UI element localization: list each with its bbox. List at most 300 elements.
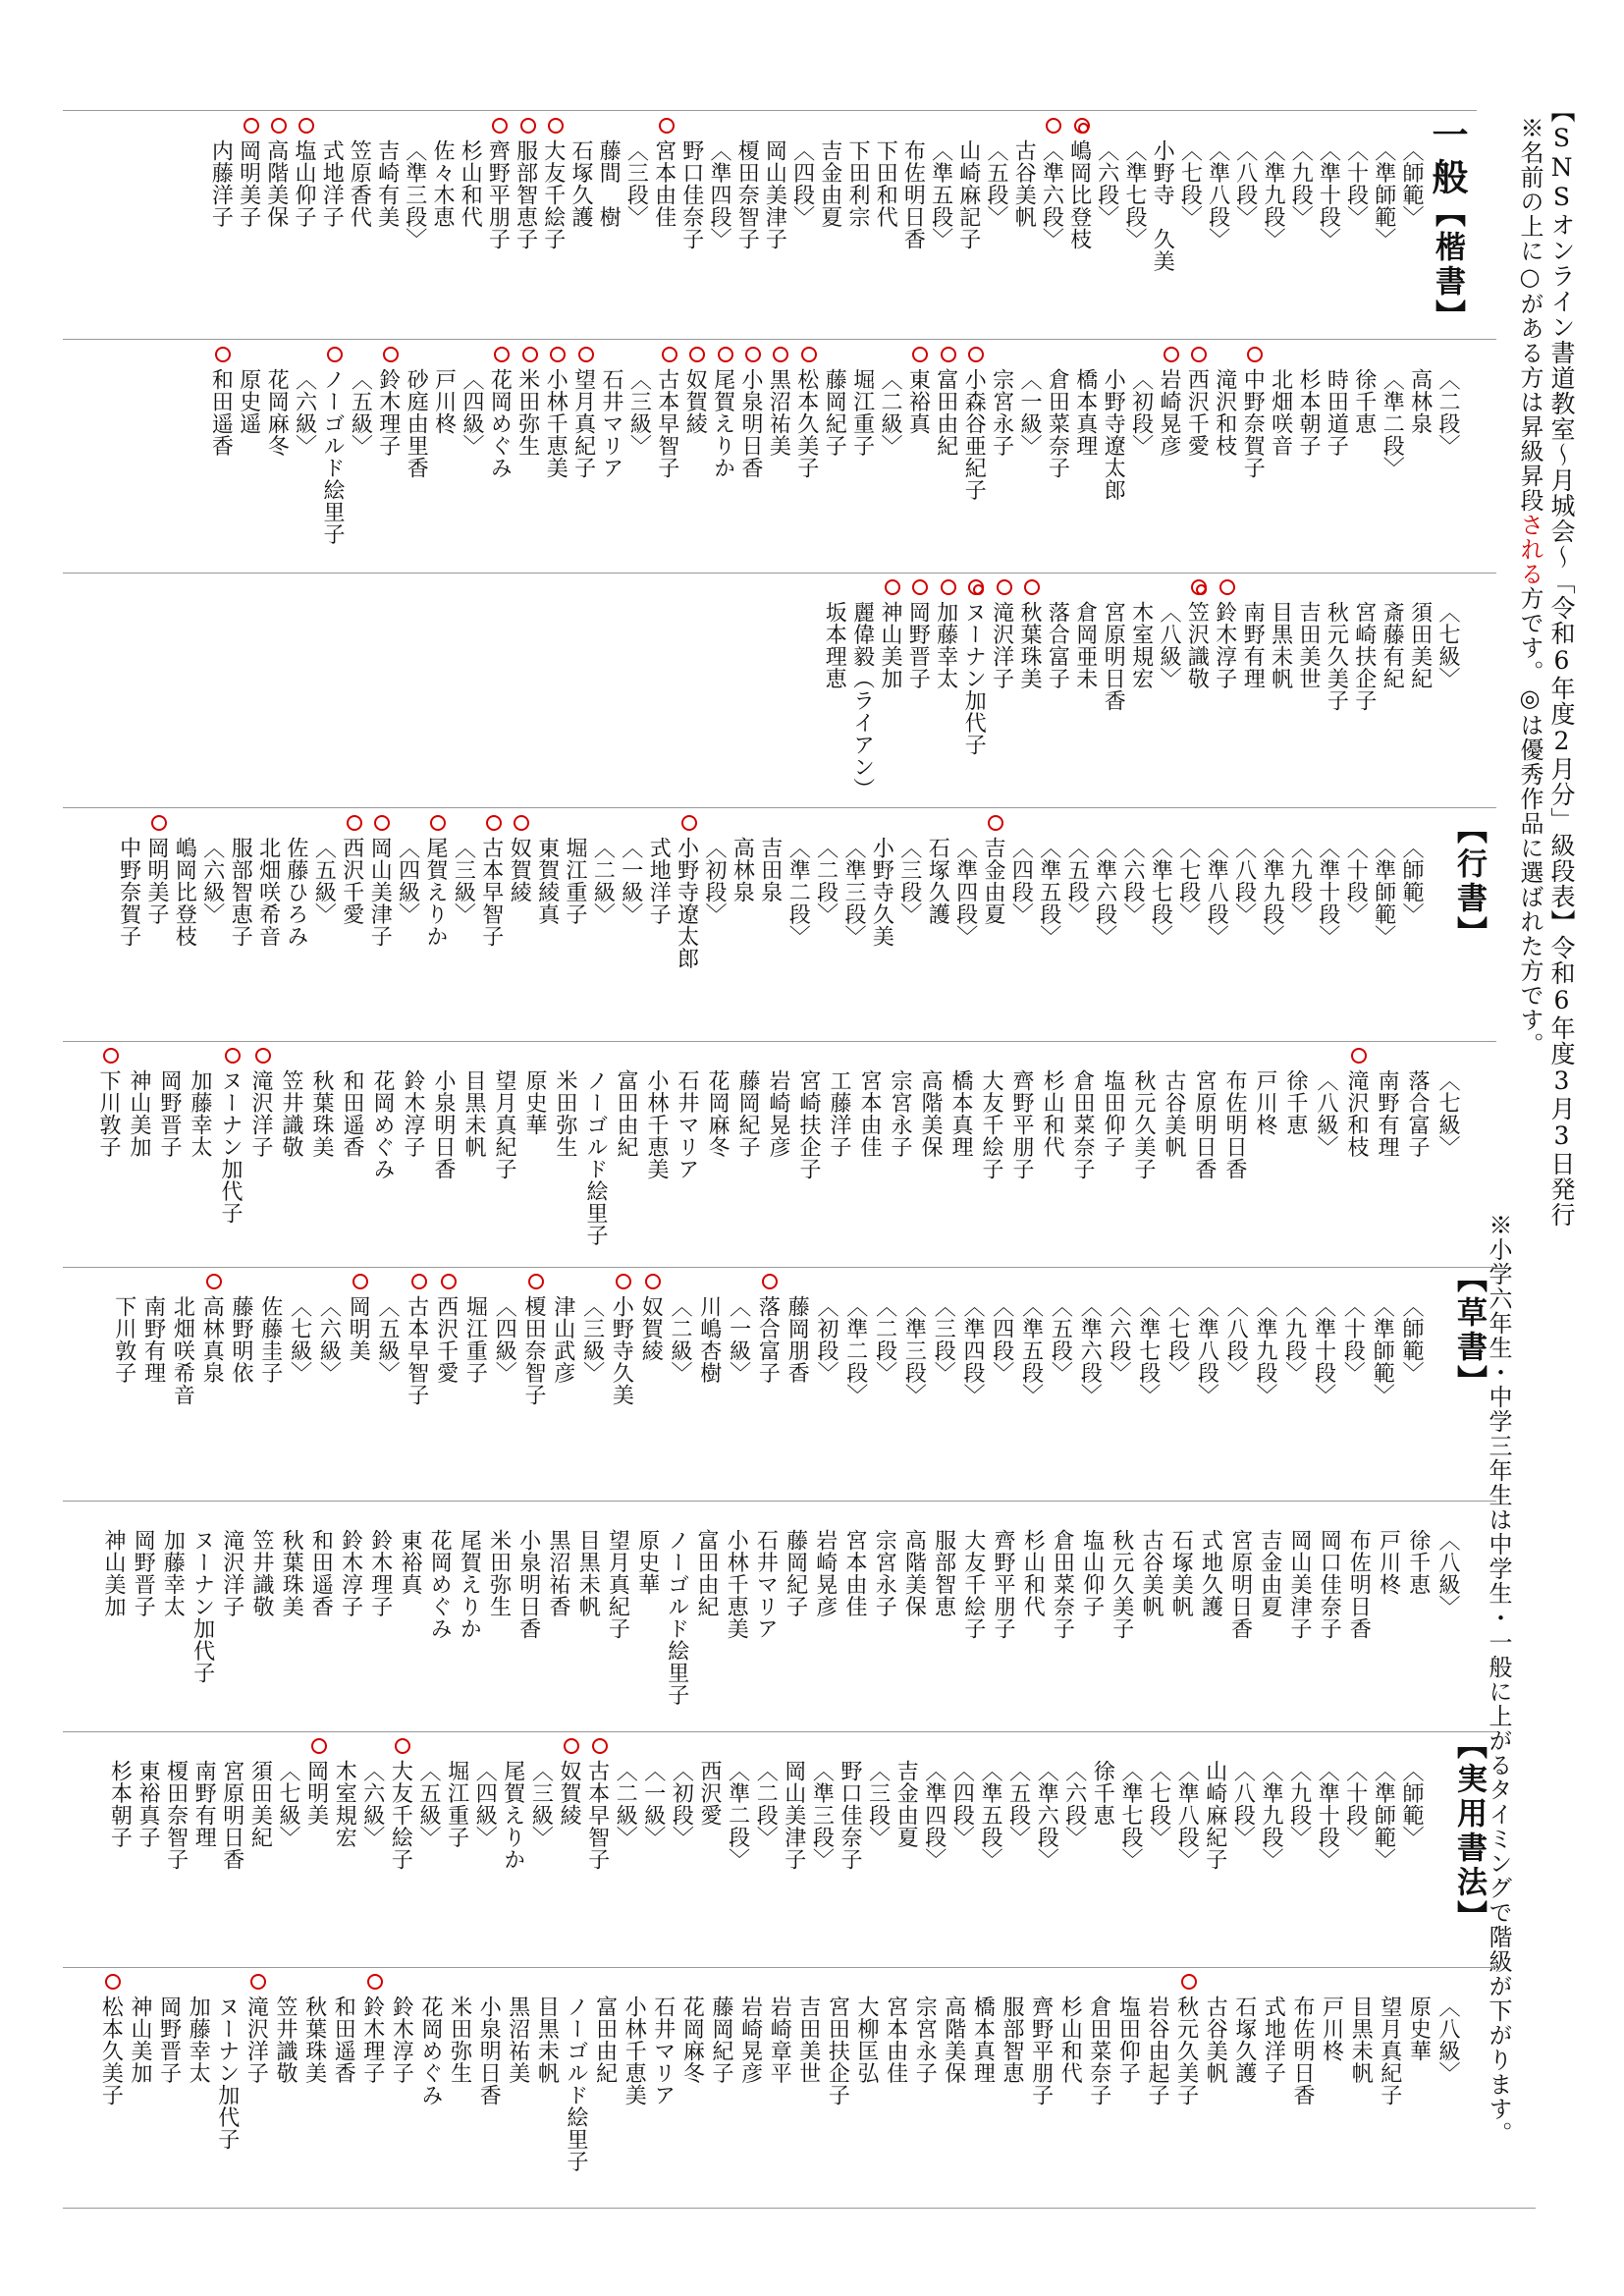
circle-icon: [659, 118, 675, 134]
name-text: 服部智恵: [1000, 1995, 1024, 2084]
name-text: 中野奈賀子: [1240, 368, 1266, 479]
name-text: 山崎麻記子: [955, 139, 981, 250]
header-note-grade: ※小学六年生・中学三年生は中学生・一般に上がるタイミングで階級が下がります。: [1485, 1213, 1512, 2146]
rank-text: 〈準六段〉: [1077, 1295, 1103, 1406]
rank-text: 〈三段〉: [931, 1295, 956, 1384]
separator: [63, 1041, 1496, 1042]
section-kaisho-label: 【楷書】: [1430, 196, 1465, 334]
name-text: 榎田奈智子: [521, 1295, 546, 1406]
circle-icon: [514, 815, 529, 831]
rank-text: 〈十段〉: [1343, 139, 1369, 228]
name-text: 小泉明日香: [738, 368, 763, 479]
rank-text: 〈六級〉: [292, 368, 317, 457]
name-text: 石井マリア: [753, 1529, 779, 1640]
circle-icon: [528, 1274, 544, 1289]
name-text: 岡野晋子: [905, 601, 931, 689]
circle-icon: [773, 347, 788, 362]
name-text: 秋元久美子: [1324, 601, 1349, 712]
name-text: 岡山美津子: [367, 837, 393, 948]
name-text: 滝沢洋子: [989, 601, 1014, 689]
name-text: 笠沢識敬: [1184, 601, 1210, 689]
name-text: 式地洋子: [319, 139, 345, 228]
rank-text: 〈準三段〉: [402, 139, 427, 250]
separator: [63, 807, 1496, 808]
name-text: 塩山仰子: [1079, 1529, 1105, 1617]
name-text: 戸川柊: [1253, 1069, 1277, 1136]
name-text: 花岡めぐみ: [370, 1069, 395, 1180]
rank-text: 〈一級〉: [618, 837, 643, 925]
name-text: 笠井識敬: [279, 1069, 303, 1158]
name-text: 吉田美世: [795, 1995, 821, 2084]
name-text: 尾賀えりか: [457, 1529, 482, 1640]
rank-text: 〈準師範〉: [1371, 139, 1396, 250]
name-text: 滝沢洋子: [248, 1069, 273, 1158]
name-text: 下川敦子: [96, 1069, 121, 1158]
rank-text: 〈準八段〉: [1174, 1760, 1200, 1871]
circle-icon: [250, 1974, 266, 1990]
name-text: 藤岡紀子: [822, 368, 847, 457]
circle-icon: [1219, 579, 1235, 595]
name-text: 富田由紀: [694, 1529, 719, 1617]
name-text: 宮田扶企子: [825, 1995, 850, 2106]
name-text: 北畑咲希音: [170, 1295, 195, 1406]
name-text: 目黒未帆: [534, 1995, 560, 2084]
circle-icon: [492, 118, 508, 134]
rank-text: 〈準二段〉: [725, 1760, 750, 1871]
name-text: 宮本由佳: [857, 1069, 882, 1158]
rank-text: 〈準師範〉: [1371, 837, 1396, 948]
name-text: 吉田美世: [1296, 601, 1321, 689]
name-text: 加藤幸太: [188, 1069, 212, 1158]
rank-text: 〈八級〉: [1314, 1069, 1338, 1158]
rank-text: 〈二級〉: [878, 368, 902, 457]
circle-icon: [352, 1274, 368, 1289]
name-text: 徐千恵: [1351, 368, 1377, 435]
name-text: 石塚美帆: [1168, 1529, 1194, 1617]
separator: [63, 1267, 1496, 1268]
rank-text: 〈六段〉: [1107, 1295, 1131, 1384]
name-text: 杉山和代: [458, 139, 483, 228]
circle-icon: [206, 1274, 222, 1289]
circle-icon: [592, 1738, 608, 1754]
rank-text: 〈準八段〉: [1205, 139, 1230, 250]
name-text: 黒沼祐美: [505, 1995, 530, 2084]
name-text: 原史華: [634, 1529, 660, 1596]
circle-icon: [645, 1274, 661, 1289]
name-text: 原史華: [1406, 1995, 1432, 2062]
circle-icon: [367, 1974, 383, 1990]
name-text: 岡山美津子: [762, 139, 787, 250]
name-text: 宗宮永子: [989, 368, 1014, 457]
name-text: 奴賀綾: [507, 837, 532, 903]
name-text: 木室規宏: [332, 1760, 357, 1848]
rank-text: 〈七段〉: [1146, 1760, 1171, 1848]
rank-text: 〈準九段〉: [1259, 1760, 1283, 1871]
rank-text: 〈二段〉: [1435, 368, 1460, 457]
name-text: 津山武彦: [550, 1295, 575, 1384]
name-text: 米田弥生: [514, 368, 540, 457]
name-text: 加藤幸太: [186, 1995, 211, 2084]
name-text: 尾賀えりか: [423, 837, 448, 948]
name-text: 斎藤有紀: [1380, 601, 1405, 689]
name-text: 式地久護: [1198, 1529, 1223, 1617]
name-text: 小野寺 久美: [1150, 139, 1175, 272]
name-text: 望月真紀子: [1377, 1995, 1402, 2106]
name-text: 齊野平朋子: [1009, 1069, 1034, 1180]
separator: [63, 1967, 1496, 1968]
name-text: 吉金由夏: [1257, 1529, 1282, 1617]
name-text: 下川敦子: [111, 1295, 136, 1384]
name-text: 布佐明日香: [1346, 1529, 1372, 1640]
circle-icon: [1247, 347, 1263, 362]
name-text: 滝沢洋子: [244, 1995, 269, 2084]
name-text: 須田美紀: [1407, 601, 1433, 689]
circle-icon: [327, 347, 343, 362]
name-text: 花岡麻冬: [679, 1995, 705, 2084]
name-text: 榎田奈智子: [163, 1760, 189, 1871]
name-text: 宗宮永子: [888, 1069, 912, 1158]
name-text: 神山美加: [878, 601, 902, 689]
name-text: 吉金由夏: [981, 837, 1005, 925]
circle-icon: [395, 1738, 410, 1754]
rank-text: 〈六段〉: [1061, 1760, 1087, 1848]
circle-icon: [988, 815, 1003, 831]
name-text: 齊野平朋子: [1028, 1995, 1054, 2106]
rank-text: 〈七級〉: [287, 1295, 312, 1384]
name-text: 徐千恵: [1405, 1529, 1431, 1596]
rank-text: 〈準三段〉: [809, 1760, 835, 1871]
rank-text: 〈二級〉: [613, 1760, 638, 1848]
rank-text: 〈二段〉: [872, 1295, 897, 1384]
rank-text: 〈二段〉: [753, 1760, 779, 1848]
name-text: 宮崎扶企子: [1351, 601, 1377, 712]
name-text: 倉岡亜未: [1072, 601, 1098, 689]
circle-icon: [564, 1738, 579, 1754]
rank-text: 〈六級〉: [316, 1295, 342, 1384]
name-text: 尾賀えりか: [710, 368, 735, 479]
name-text: 笠井識敬: [249, 1529, 274, 1617]
name-text: 花岡めぐみ: [427, 1529, 453, 1640]
name-text: 服部智恵: [931, 1529, 956, 1617]
rank-text: 〈七級〉: [276, 1760, 300, 1848]
rank-text: 〈準六段〉: [1092, 837, 1117, 948]
name-text: 西沢愛: [697, 1760, 722, 1827]
name-text: 奴賀綾: [638, 1295, 664, 1362]
name-text: 堀江重子: [462, 1295, 488, 1384]
name-text: ヌーナン加代子: [189, 1529, 215, 1684]
name-text: 奴賀綾: [557, 1760, 581, 1827]
rank-text: 〈三段〉: [865, 1760, 891, 1848]
circle-icon: [311, 1738, 327, 1754]
name-text: 秋元久美子: [1131, 1069, 1156, 1180]
circle-icon: [801, 347, 817, 362]
circle-icon: [298, 118, 314, 134]
circle-icon: [745, 347, 761, 362]
name-text: 南野有理: [191, 1760, 217, 1848]
circle-icon: [941, 579, 956, 595]
name-text: 堀江重子: [849, 368, 875, 457]
rank-text: 〈師範〉: [1399, 1295, 1424, 1384]
name-text: 吉金由夏: [893, 1760, 919, 1848]
name-text: 高階美保: [918, 1069, 943, 1158]
name-text: 山崎麻紀子: [1202, 1760, 1227, 1871]
circle-icon: [271, 118, 287, 134]
name-text: 東裕真: [398, 1529, 422, 1596]
name-text: 木室規宏: [1128, 601, 1154, 689]
rank-text: 〈二級〉: [590, 837, 616, 925]
circle-icon: [681, 815, 697, 831]
name-text: 高林真泉: [199, 1295, 225, 1384]
separator: [63, 1731, 1496, 1732]
rank-text: 〈九段〉: [1281, 1295, 1307, 1384]
name-text: 吉金由夏: [817, 139, 842, 228]
double-circle-icon: [1074, 118, 1090, 134]
name-text: 秋元久美子: [1173, 1995, 1199, 2106]
name-text: 米田弥生: [486, 1529, 512, 1617]
section-gyosho-label: 【行書】: [1451, 813, 1487, 951]
circle-icon: [486, 815, 502, 831]
name-text: 宗宮永子: [872, 1529, 897, 1617]
rank-text: 〈十段〉: [1343, 837, 1369, 925]
rank-text: 〈準五段〉: [978, 1760, 1002, 1871]
name-text: 宮本由佳: [651, 139, 677, 228]
rank-text: 〈八級〉: [1435, 1529, 1460, 1617]
rank-text: 〈十段〉: [1340, 1295, 1366, 1384]
name-text: 岩崎晃彦: [812, 1529, 838, 1617]
separator: [63, 110, 1477, 111]
name-text: 布佐明日香: [900, 139, 926, 250]
rank-text: 〈二級〉: [668, 1295, 692, 1384]
separator: [63, 339, 1496, 340]
rank-text: 〈四級〉: [395, 837, 420, 925]
name-text: 富田由紀: [592, 1995, 618, 2084]
name-text: 岡山美津子: [781, 1760, 806, 1871]
name-text: 花岡麻冬: [705, 1069, 730, 1158]
circle-icon: [520, 118, 536, 134]
name-text: 堀江重子: [563, 837, 587, 925]
circle-icon: [1191, 347, 1207, 362]
name-text: 杉本朝子: [1296, 368, 1321, 457]
name-text: 砂庭由里香: [404, 368, 429, 479]
circle-icon: [374, 815, 390, 831]
name-text: 岩崎晃彦: [737, 1995, 763, 2084]
name-text: 岩崎晃彦: [1157, 368, 1181, 457]
name-text: 齊野平朋子: [991, 1529, 1015, 1640]
rank-text: 〈準九段〉: [1253, 1295, 1277, 1406]
name-text: 望月真紀子: [605, 1529, 630, 1640]
circle-icon: [912, 347, 928, 362]
name-text: ノーゴルド絵里子: [583, 1069, 608, 1246]
circle-icon: [885, 579, 900, 595]
name-text: 布佐明日香: [1290, 1995, 1315, 2106]
rank-text: 〈五段〉: [984, 139, 1008, 228]
rank-text: 〈五級〉: [348, 368, 373, 457]
name-text: 岩崎晃彦: [766, 1069, 790, 1158]
circle-icon: [522, 347, 538, 362]
name-text: 奴賀綾: [682, 368, 708, 435]
circle-icon: [578, 347, 594, 362]
name-text: 花岡めぐみ: [418, 1995, 443, 2106]
name-text: 南野有理: [1375, 1069, 1399, 1158]
circle-icon: [968, 347, 984, 362]
circle-icon: [1351, 1048, 1367, 1064]
section-jitsuyo-label: 【実用書法】: [1451, 1728, 1487, 1935]
name-text: 岡明美: [303, 1760, 329, 1827]
rank-text: 〈準十段〉: [1315, 837, 1340, 948]
rank-text: 〈四級〉: [492, 1295, 517, 1384]
name-text: 北畑咲音: [1268, 368, 1293, 457]
rank-text: 〈五段〉: [1048, 1295, 1073, 1384]
name-text: 小野寺遼太郎: [674, 837, 699, 969]
name-text: 吉崎有美: [374, 139, 400, 228]
name-text: 倉田菜奈子: [1086, 1995, 1111, 2106]
name-text: 工藤洋子: [827, 1069, 851, 1158]
name-text: 笠井識敬: [273, 1995, 298, 2084]
name-text: 齊野平朋子: [485, 139, 511, 250]
name-text: 戸川柊: [431, 368, 457, 435]
name-text: 滝沢和枝: [1212, 368, 1237, 457]
name-text: 岡明美子: [144, 837, 169, 925]
name-text: 鈴木理子: [367, 1529, 393, 1617]
rank-text: 〈八段〉: [1230, 1760, 1256, 1848]
name-text: 藤野明依: [229, 1295, 253, 1384]
name-text: 杉本朝子: [107, 1760, 133, 1848]
rank-text: 〈十段〉: [1342, 1760, 1368, 1848]
name-text: 嶋岡比登枝: [1066, 139, 1092, 250]
rank-text: 〈準三段〉: [841, 837, 866, 948]
circle-icon: [255, 1048, 271, 1064]
name-text: 鈴木淳子: [338, 1529, 363, 1617]
name-text: 和田遥香: [331, 1995, 356, 2084]
rank-text: 〈五段〉: [1064, 837, 1090, 925]
name-text: 西沢千愛: [1184, 368, 1210, 457]
rank-text: 〈六段〉: [1120, 837, 1145, 925]
rank-text: 〈師範〉: [1399, 1760, 1424, 1848]
rank-text: 〈準十段〉: [1316, 139, 1341, 250]
circle-icon: [997, 579, 1012, 595]
name-text: 佐々木恵: [430, 139, 455, 228]
name-text: 花岡麻冬: [264, 368, 290, 457]
rank-text: 〈五級〉: [375, 1295, 400, 1384]
name-text: 橋本真理: [948, 1069, 973, 1158]
name-text: 南野有理: [1240, 601, 1266, 689]
rank-text: 〈準五段〉: [1036, 837, 1061, 948]
rank-text: 〈六級〉: [199, 837, 225, 925]
name-text: 小林千恵美: [622, 1995, 647, 2106]
name-text: 榎田奈智子: [734, 139, 760, 250]
circle-icon: [762, 1274, 778, 1289]
name-text: 石井マリア: [675, 1069, 699, 1180]
name-text: 藤岡紀子: [783, 1529, 808, 1617]
name-text: 黒沼祐香: [546, 1529, 570, 1617]
name-text: 石井マリア: [599, 368, 623, 479]
rank-text: 〈九段〉: [1286, 1760, 1312, 1848]
name-text: 宮本由佳: [842, 1529, 867, 1617]
name-text: 岩谷由起子: [1145, 1995, 1169, 2106]
section-general-title: 一般: [1426, 116, 1469, 200]
name-text: 古本早智子: [654, 368, 679, 479]
circle-icon: [103, 1048, 119, 1064]
name-text: 東裕真: [905, 368, 931, 435]
rank-text: 〈五級〉: [416, 1760, 441, 1848]
rank-text: 〈四段〉: [1008, 837, 1034, 925]
section-sosho-label: 【草書】: [1451, 1262, 1487, 1399]
name-text: 小林千恵美: [543, 368, 568, 479]
circle-icon: [1164, 347, 1179, 362]
header-note-pre: ※名前の上に○がある方は昇級昇段: [1516, 116, 1543, 513]
circle-icon: [347, 815, 362, 831]
rank-text: 〈四段〉: [989, 1295, 1014, 1384]
rank-text: 〈八段〉: [1223, 1295, 1249, 1384]
rank-text: 〈準四段〉: [952, 837, 978, 948]
rank-text: 〈準四段〉: [960, 1295, 985, 1406]
circle-icon: [1046, 118, 1061, 134]
name-text: 小野寺遼太郎: [1101, 368, 1126, 501]
name-text: ヌーナン加代子: [218, 1069, 243, 1225]
name-text: 橋本真理: [1072, 368, 1098, 457]
name-text: 戸川柊: [1319, 1995, 1344, 2062]
name-text: ノーゴルド絵里子: [664, 1529, 689, 1706]
name-text: 小野寺久美: [869, 837, 894, 948]
name-text: 布佐明日香: [1222, 1069, 1247, 1180]
name-text: 落合富子: [1405, 1069, 1430, 1158]
name-text: 秋葉珠美: [279, 1529, 304, 1617]
name-text: 岡口佳奈子: [1317, 1529, 1342, 1640]
name-text: 落合富子: [755, 1295, 781, 1384]
name-text: 鈴木淳子: [389, 1995, 414, 2084]
name-text: 南野有理: [140, 1295, 166, 1384]
name-text: 小泉明日香: [431, 1069, 456, 1180]
name-text: ヌーナン加代子: [214, 1995, 240, 2151]
rank-text: 〈七級〉: [1435, 1069, 1460, 1158]
name-text: 藤間 樹: [596, 139, 622, 228]
name-text: 西沢千愛: [339, 837, 364, 925]
circle-icon: [548, 118, 564, 134]
circle-icon: [912, 579, 928, 595]
separator: [63, 573, 1496, 574]
name-text: 堀江重子: [444, 1760, 469, 1848]
circle-icon: [441, 1274, 457, 1289]
rank-text: 〈七段〉: [1175, 837, 1201, 925]
rank-text: 〈準九段〉: [1261, 139, 1285, 250]
rank-text: 〈四級〉: [460, 368, 484, 457]
name-text: 松本久美子: [793, 368, 819, 479]
name-text: 東裕真子: [135, 1760, 160, 1848]
name-text: 北畑咲希音: [255, 837, 281, 948]
name-text: 神山美加: [127, 1069, 151, 1158]
name-text: 落合富子: [1045, 601, 1070, 689]
name-text: 秋元久美子: [1109, 1529, 1134, 1640]
name-text: 下田和代: [873, 139, 898, 228]
name-text: 倉田菜奈子: [1050, 1529, 1075, 1640]
name-text: 古谷美帆: [1139, 1529, 1164, 1617]
circle-icon: [383, 347, 399, 362]
header-title: 【SNSオンライン書道教室～月城会～「令和6年度2月分」級段表】令和6年度3月3日発行: [1547, 98, 1576, 1228]
name-text: 徐千恵: [1090, 1760, 1115, 1827]
name-text: 塩田仰子: [1101, 1069, 1125, 1158]
name-text: 大友千絵子: [388, 1760, 413, 1871]
name-text: 杉山和代: [1040, 1069, 1064, 1158]
name-text: 古本早智子: [404, 1295, 429, 1406]
name-text: 西沢千愛: [433, 1295, 459, 1384]
name-text: 小林千恵美: [724, 1529, 749, 1640]
name-text: 高階美保: [941, 1995, 966, 2084]
rank-text: 〈三段〉: [623, 139, 649, 228]
name-text: 服部智恵子: [228, 837, 253, 948]
name-text: 大友千絵子: [960, 1529, 986, 1640]
circle-icon: [662, 347, 677, 362]
rank-text: 〈一級〉: [726, 1295, 751, 1384]
